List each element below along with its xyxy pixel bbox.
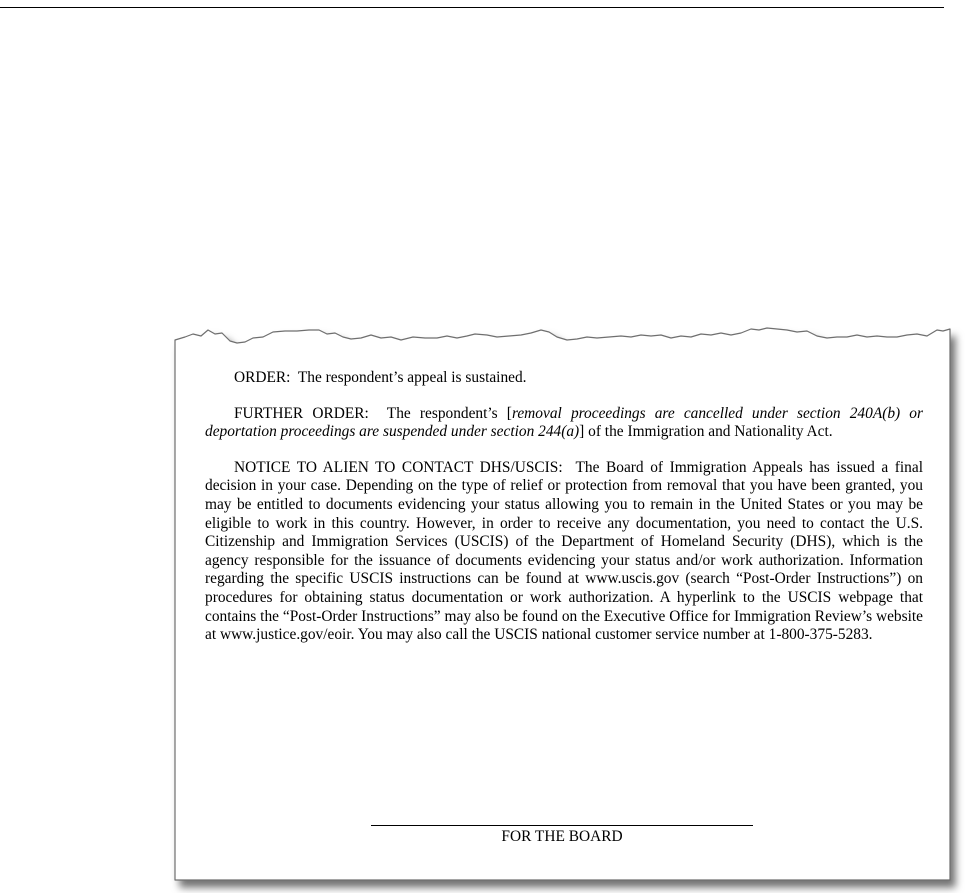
- order-text-block: [205, 369, 923, 662]
- signature-label: FOR THE BOARD: [501, 828, 623, 845]
- further-order-text-before: The respondent’s [: [386, 404, 512, 422]
- notice-paragraph: [205, 459, 923, 645]
- further-order-italic: removal proceedings are cancelled under section 240A(b) or deportation proceedings are suspended under section 244(a): [205, 404, 923, 441]
- notice-lead: NOTICE TO ALIEN TO CONTACT DHS/USCIS:: [234, 458, 563, 476]
- document-excerpt: [175, 325, 950, 880]
- notice-text: The Board of Immigration Appeals has issued a final decision in your case. Depending on the type of relief or protection from removal that you have been granted, you may be entitled to documents evidencing your status allowing you to remain in the United States or you may be eligible to work in this country. However, in order to receive any documentation, you need to contact the U.S. Citizenship and Immigration Services (USCIS) of the Department of Homeland Security (DHS), which is the agency responsible for the issuance of documents evidencing your status and/or work authorization. Information regarding the specific USCIS instructions can be found at www.uscis.gov (search “Post-Order Instructions”) on procedures for obtaining status documentation or work authorization. A hyperlink to the USCIS webpage that contains the “Post-Order Instructions” may also be found on the Executive Office for Immigration Review’s website at www.justice.gov/eoir. You may also call the USCIS national customer service number at 1-800-375-5283.: [205, 458, 923, 644]
- order-lead: ORDER:: [234, 369, 291, 386]
- top-rule: [0, 7, 944, 8]
- signature-line: [371, 825, 753, 846]
- further-order-paragraph: [205, 405, 923, 442]
- order-paragraph: [205, 369, 923, 388]
- order-text: The respondent’s appeal is sustained.: [297, 369, 527, 386]
- further-order-text-after: ] of the Immigration and Nationality Act.: [579, 423, 833, 441]
- further-order-lead: FURTHER ORDER:: [234, 404, 369, 422]
